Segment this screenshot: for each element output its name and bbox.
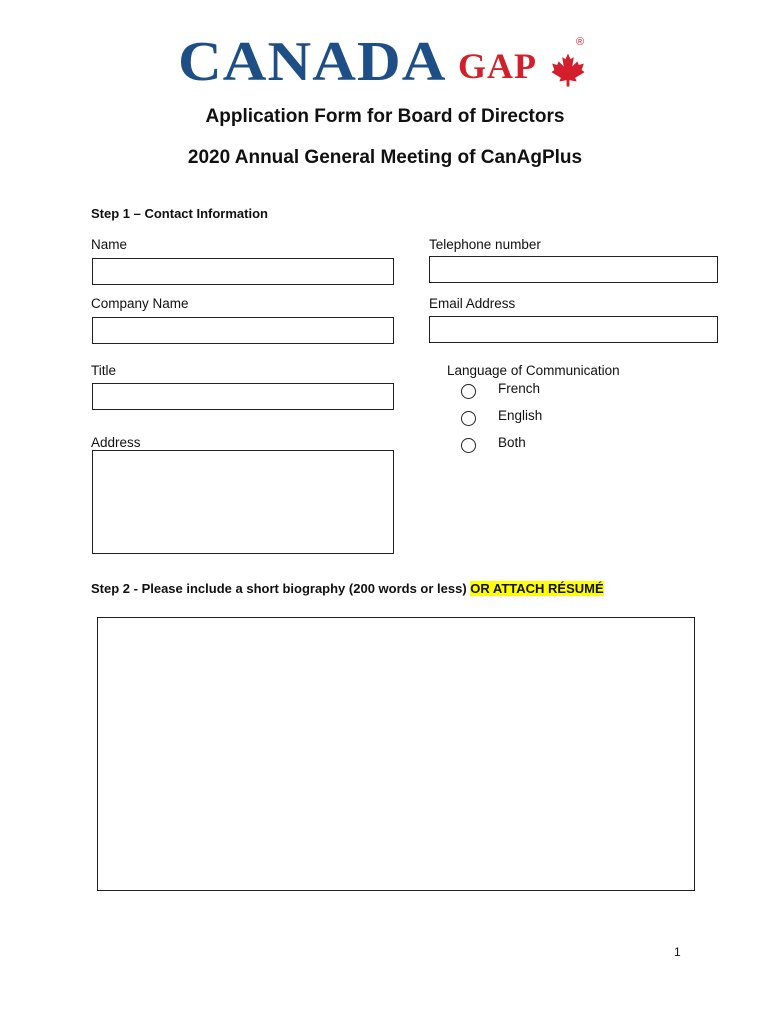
registered-mark: ® — [576, 36, 585, 48]
step2-heading-text: Step 2 - Please include a short biography (200 words or less) — [91, 581, 467, 596]
address-field[interactable] — [92, 450, 394, 554]
title-field[interactable] — [92, 383, 394, 410]
biography-field[interactable] — [97, 617, 695, 891]
telephone-field[interactable] — [429, 256, 718, 283]
option-french-label: French — [498, 381, 541, 396]
form-title: Application Form for Board of Directors — [205, 106, 565, 127]
option-english-label: English — [498, 408, 543, 423]
company-name-label: Company Name — [91, 296, 189, 311]
step2-heading — [91, 581, 604, 596]
canadagap-logo — [178, 32, 598, 92]
name-label: Name — [91, 237, 128, 252]
title-label: Title — [91, 363, 117, 378]
name-field[interactable] — [92, 258, 394, 285]
telephone-label: Telephone number — [429, 237, 541, 252]
language-label: Language of Communication — [447, 363, 620, 378]
logo-text-gap: GAP — [458, 46, 537, 86]
attach-resume-highlight: OR ATTACH RÉSUMÉ — [470, 581, 604, 596]
email-field[interactable] — [429, 316, 718, 343]
radio-french[interactable] — [461, 384, 476, 399]
company-name-field[interactable] — [92, 317, 394, 344]
email-label: Email Address — [429, 296, 516, 311]
logo-text-canada: CANADA — [178, 31, 447, 93]
radio-english[interactable] — [461, 411, 476, 426]
page-number: 1 — [674, 945, 681, 959]
address-label: Address — [91, 435, 141, 450]
option-both-label: Both — [498, 435, 526, 450]
step1-heading: Step 1 – Contact Information — [91, 206, 268, 221]
radio-both[interactable] — [461, 438, 476, 453]
maple-leaf-icon — [550, 52, 586, 88]
form-subtitle: 2020 Annual General Meeting of CanAgPlus — [187, 147, 583, 168]
